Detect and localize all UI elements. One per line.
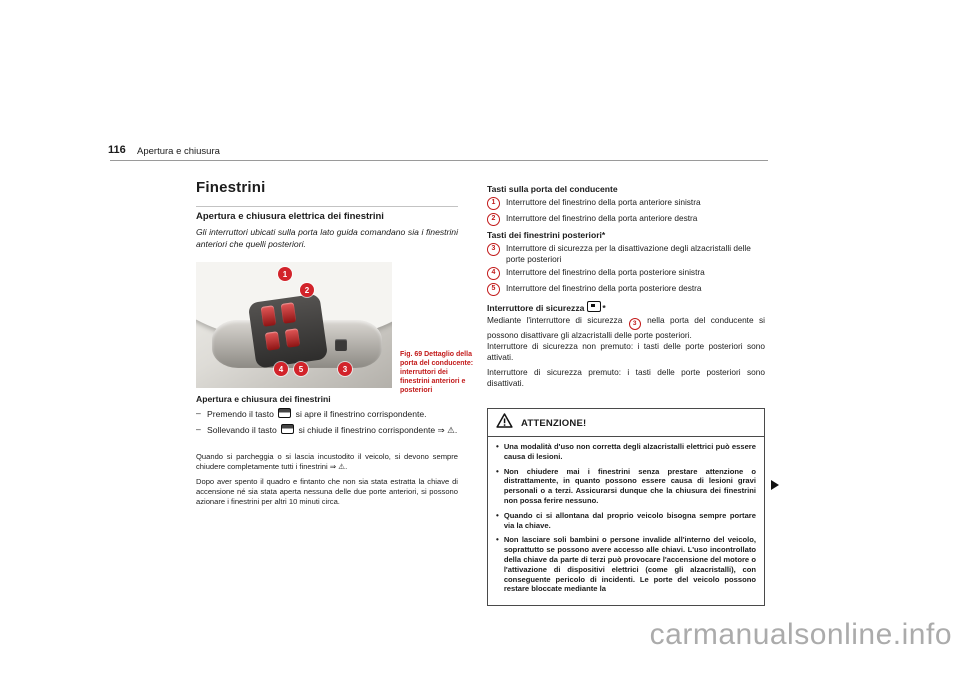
- warning-triangle-icon: [496, 413, 513, 433]
- callout-4: 4: [274, 362, 288, 376]
- callout-1: 1: [278, 267, 292, 281]
- window-switch-front-left: [261, 305, 277, 327]
- subsection-title: Apertura e chiusura elettrica dei finestrini: [196, 211, 384, 222]
- numbered-list-front: [487, 197, 765, 229]
- warning-text: Non lasciare soli bambini o persone invalide all'interno del veicolo, soprattutto se possono avere accesso alle chiavi. L'uso incontrollato della chiave da parte di terzi può provocare l'accensione del motore o l'attivazione di dispositivi elettrici (come gli alzacristalli), con conseguente pericolo di incidenti. Le porte del veicolo possono restare bloccate mediante la: [503, 535, 756, 594]
- safety-paragraph-2: Interruttore di sicurezza non premuto: i tasti delle porte posteriori sono attivati.: [487, 341, 765, 362]
- footnote-asterisk: *: [602, 303, 606, 313]
- item-text: Interruttore del finestrino della porta anteriore destra: [506, 213, 698, 223]
- list-item: [487, 197, 765, 210]
- bullet-marker: •: [496, 535, 499, 545]
- warning-item: [496, 535, 756, 594]
- warning-title: ATTENZIONE!: [521, 417, 587, 429]
- callout-2: 2: [300, 283, 314, 297]
- warning-item: [496, 442, 756, 462]
- item-text: Interruttore del finestrino della porta posteriore sinistra: [506, 267, 705, 277]
- number-badge-2: 2: [487, 213, 500, 226]
- figure-caption: Fig. 69 Dettaglio della porta del conducente: interruttori dei finestrini anteriori e posteriori: [400, 351, 474, 394]
- item-text: Interruttore di sicurezza per la disattivazione degli alzacristalli delle porte posteriori: [506, 243, 751, 264]
- instruction-list: [196, 408, 458, 440]
- dash-marker: –: [196, 424, 201, 434]
- warning-text: Una modalità d'uso non corretta degli alzacristalli elettrici può essere causa di lesioni.: [503, 442, 756, 461]
- note-paragraph: Quando si parcheggia o si lascia incustodito il veicolo, si devono sempre chiudere completamente tutti i finestrini ⇒ ⚠.: [196, 452, 458, 471]
- number-badge-4: 4: [487, 267, 500, 280]
- group-title-rear-windows: Tasti dei finestrini posteriori*: [487, 230, 606, 240]
- paragraph-heading: Apertura e chiusura dei finestrini: [196, 394, 331, 404]
- dash-marker: –: [196, 408, 201, 418]
- window-switch-front-right: [281, 302, 297, 324]
- item-text-pre: Sollevando il tasto: [207, 425, 277, 435]
- safety-title-text: Interruttore di sicurezza: [487, 303, 585, 313]
- section-title: Finestrini: [196, 179, 266, 196]
- warning-item: [496, 511, 756, 531]
- item-text-post: si apre il finestrino corrispondente.: [295, 409, 427, 419]
- safety-paragraph-1: [487, 315, 765, 341]
- safety-switch-heading: [487, 301, 765, 313]
- list-item: [487, 213, 765, 226]
- window-switch-icon: [281, 424, 294, 434]
- warning-item: [496, 467, 756, 506]
- number-badge-3-inline: 3: [629, 318, 641, 330]
- item-text-pre: Premendo il tasto: [207, 409, 274, 419]
- note-paragraph: Dopo aver spento il quadro e fintanto che non sia stata estratta la chiave di accensione né sia stata aperta nessuna delle due porte anteriori, si possono azionare i finestrini per altri 10 minuti circa.: [196, 477, 458, 506]
- paragraph-text-pre: Mediante l'interruttore di sicurezza: [487, 315, 623, 325]
- page-number: 116: [108, 144, 126, 156]
- list-item: [487, 267, 765, 280]
- warning-text: Non chiudere mai i finestrini senza prestare attenzione o distrattamente, in quanto possono essere causa di lesioni gravi personali o a terzi. Assicurarsi dunque che la chiusura dei finestrini non possa ferire nessuno.: [503, 466, 756, 505]
- safety-switch-icon: [587, 301, 601, 312]
- intro-paragraph: Gli interruttori ubicati sulla porta lato guida comandano sia i finestrini anteriori che quelli posteriori.: [196, 227, 458, 249]
- figure-door-panel: [196, 262, 392, 388]
- warning-box: [487, 408, 765, 606]
- callout-3: 3: [338, 362, 352, 376]
- bullet-marker: •: [496, 510, 499, 520]
- list-item: [487, 283, 765, 296]
- callout-5: 5: [294, 362, 308, 376]
- window-switch-rear-left: [265, 331, 280, 351]
- window-switch-icon: [278, 408, 291, 418]
- window-switch-rear-right: [285, 328, 300, 348]
- continued-next-page-icon: [771, 480, 779, 490]
- item-text: Interruttore del finestrino della porta anteriore sinistra: [506, 197, 701, 207]
- list-item: [196, 424, 458, 436]
- list-item: [196, 408, 458, 420]
- watermark: carmanualsonline.info: [649, 618, 952, 651]
- number-badge-5: 5: [487, 283, 500, 296]
- warning-header: [488, 409, 764, 437]
- item-text-post: si chiude il finestrino corrispondente ⇒ ⚠.: [298, 425, 458, 435]
- subsection-divider: [196, 206, 458, 207]
- bullet-marker: •: [496, 466, 499, 476]
- item-text: Interruttore del finestrino della porta posteriore destra: [506, 283, 702, 293]
- safety-paragraph-3: Interruttore di sicurezza premuto: i tasti delle porte posteriori sono disattivati.: [487, 367, 765, 388]
- warning-text: Quando ci si allontana dal proprio veicolo bisogna sempre portare via la chiave.: [503, 510, 756, 530]
- warning-body: [488, 437, 764, 605]
- chapter-header: Apertura e chiusura: [137, 146, 220, 157]
- header-divider: [110, 160, 768, 161]
- number-badge-1: 1: [487, 197, 500, 210]
- bullet-marker: •: [496, 442, 499, 451]
- safety-switch: [335, 339, 347, 351]
- numbered-list-rear: [487, 243, 765, 299]
- number-badge-3: 3: [487, 243, 500, 256]
- list-item: [487, 243, 765, 264]
- paragraph-text-post: nella porta del conducente si possono disattivare gli alzacristalli delle porte posteriori.: [487, 315, 765, 341]
- group-title-driver-door: Tasti sulla porta del conducente: [487, 184, 618, 194]
